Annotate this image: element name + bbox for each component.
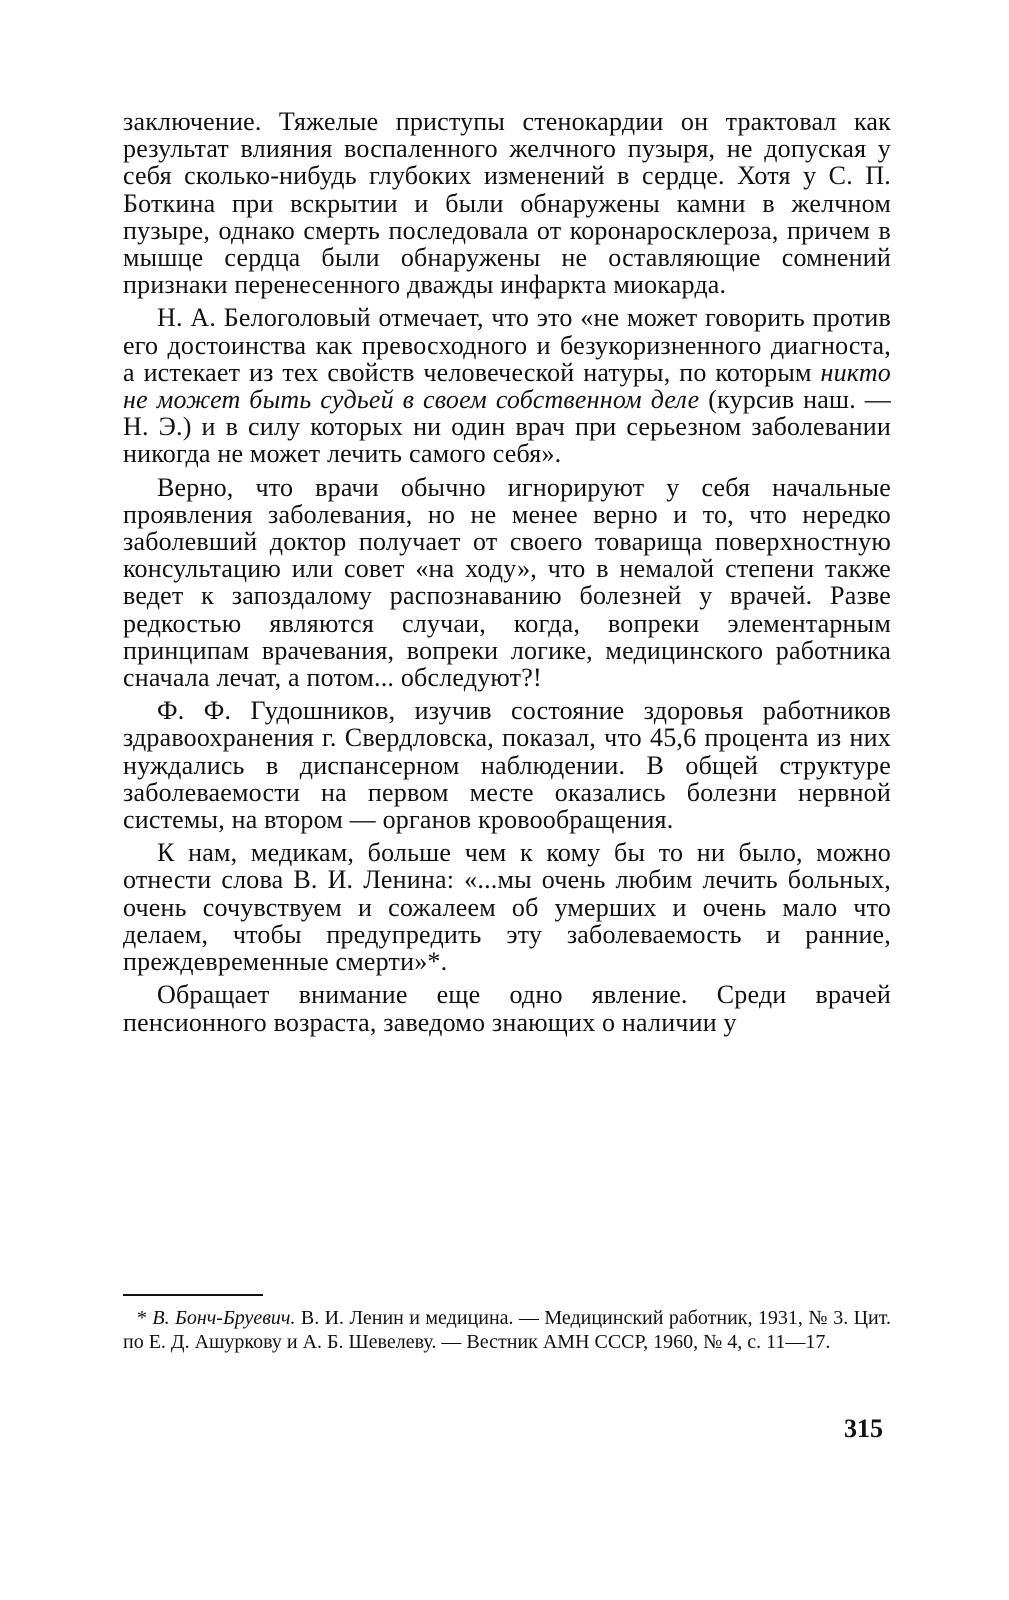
paragraph-4: Ф. Ф. Гудошников, изучив состояние здоровья работников здравоохранения г. Свердловска, показал, что 45,6 процента из них нуждались в диспансерном наблюдении. В общей структуре заболеваемости на первом месте оказались болезни нервной системы, на втором — органов кровообращения. [123,696,891,835]
paragraph-2 [123,304,891,467]
footnote-author: В. Бонч-Бруевич. [152,1307,296,1329]
paragraph-5: К нам, медикам, больше чем к кому бы то ни было, можно отнести слова В. И. Ленина: «...мы очень любим лечить больных, очень сочувствуем и сожалеем об умерших и очень мало что делаем, чтобы предупредить эту заболеваемость и ранние, преждевременные смерти»*. [123,838,891,977]
paragraph-2-text: Н. А. Белоголовый отмечает, что это «не может говорить против его достоинства как превосходного и безукоризненного диагноста, а истекает из тех свойств человеческой натуры, по которым [123,303,891,387]
paragraph-3: Верно, что врачи обычно игнорируют у себя начальные проявления заболевания, но не менее верно и то, что нередко заболевший доктор получает от своего товарища поверхностную консультацию или совет «на ходу», что в немалой степени также ведет к запоздалому распознаванию болезней у врачей. Разве редкостью являются случаи, когда, вопреки элементарным принципам врачевания, вопреки логике, медицинского работника сначала лечат, а потом... обследуют?! [123,472,891,693]
italic-quote: никто не может быть судьей в своем собственном деле [123,357,891,415]
paragraph-6: Обращает внимание еще одно явление. Среди врачей пенсионного возраста, заведомо знающих о наличии у [123,980,891,1037]
footnote-text: В. И. Ленин и медицина. — Медицинский работник, 1931, № 3. Цит. по Е. Д. Ашуркову и А. Б. Шевелеву. — Вестник АМН СССР, 1960, № 4, с. 11—17. [123,1307,891,1353]
footnote-marker: * [137,1307,153,1329]
page-body [123,108,891,1036]
paragraph-2-text-end: (курсив наш. — Н. Э.) и в силу которых ни один врач при серьезном заболевании никогда не может лечить самого себя». [123,385,891,469]
paragraph-1: заключение. Тяжелые приступы стенокардии он трактовал как результат влияния воспаленного желчного пузыря, не допуская у себя сколько-нибудь глубоких изменений в сердце. Хотя у С. П. Боткина при вскрытии и были обнаружены камни в желчном пузыре, однако смерть последовала от коронаросклероза, причем в мышце сердца были обнаружены не оставляющие сомнений признаки перенесенного дважды инфаркта миокарда. [123,107,891,300]
footnote [123,1306,891,1354]
footnote-divider [123,1294,263,1296]
page-number: 315 [844,1414,883,1443]
